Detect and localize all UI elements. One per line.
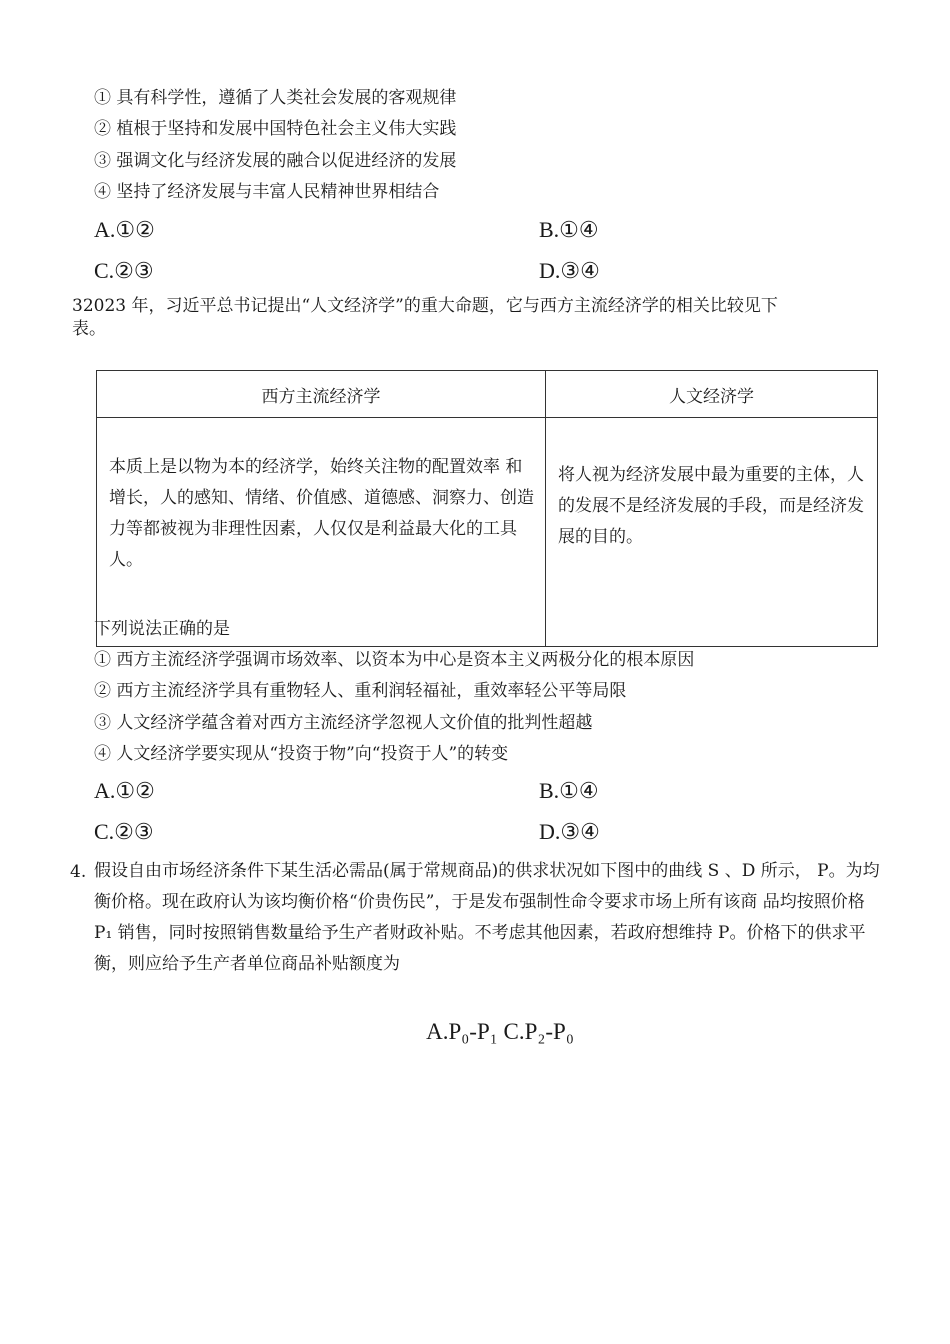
q3-statement-2: ② 西方主流经济学具有重物轻人、重利润轻福祉，重效率轻公平等局限: [94, 681, 627, 701]
q3-prompt: 下列说法正确的是: [94, 619, 230, 639]
table-cell-western: 本质上是以物为本的经济学，始终关注物的配置效率 和增长，人的感知、情绪、价值感、道德感、洞察力、创造力等都被视为非理性因素，人仅仅是利益最大化的工具人。: [97, 418, 546, 647]
q3-stem-line-2: 表。: [72, 319, 106, 339]
table-header-humanistic: 人文经济学: [546, 371, 878, 418]
q3-statement-1: ① 西方主流经济学强调市场效率、以资本为中心是资本主义两极分化的根本原因: [94, 650, 695, 670]
q3-statement-4: ④ 人文经济学要实现从“投资于物”向“投资于人”的转变: [94, 744, 509, 764]
q2-statement-3: ③ 强调文化与经济发展的融合以促进经济的发展: [94, 151, 457, 171]
q3-option-a[interactable]: A.①②: [94, 778, 155, 803]
q3-option-d[interactable]: D.③④: [539, 819, 600, 844]
q4-options[interactable]: A.P₀-P₁ C.P₂-P₀: [426, 1019, 574, 1044]
q2-statement-1: ① 具有科学性，遵循了人类社会发展的客观规律: [94, 88, 457, 108]
q3-option-b[interactable]: B.①④: [539, 778, 599, 803]
q2-option-c[interactable]: C.②③: [94, 258, 154, 283]
comparison-table: [96, 370, 878, 647]
table-row: [97, 418, 878, 647]
q2-option-b[interactable]: B.①④: [539, 217, 599, 242]
q4-stem: 假设自由市场经济条件下某生活必需品(属于常规商品)的供求状况如下图中的曲线 S 、D 所示， P。为均衡价格。现在政府认为该均衡价格“价贵伤民”，于是发布强制性命令要求市场上所有该商 品均按照价格 P₁ 销售，同时按照销售数量给予生产者财政补贴。不考虑其他因素，若政府想维持 P。价格下的供求平衡，则应给予生产者单位商品补贴额度为: [94, 861, 880, 974]
table-header-western: 西方主流经济学: [97, 371, 546, 418]
q3-option-c[interactable]: C.②③: [94, 819, 154, 844]
q4-number: 4.: [70, 862, 87, 882]
table-header-row: [97, 371, 878, 418]
q2-statement-2: ② 植根于坚持和发展中国特色社会主义伟大实践: [94, 119, 457, 139]
q3-stem-line-1: 32023 年，习近平总书记提出“人文经济学”的重大命题，它与西方主流经济学的相关比较见下: [72, 296, 778, 316]
q2-option-a[interactable]: A.①②: [94, 217, 155, 242]
table-cell-humanistic: 将人视为经济发展中最为重要的主体，人的发展不是经济发展的手段，而是经济发展的目的。: [546, 418, 878, 647]
q2-statement-4: ④ 坚持了经济发展与丰富人民精神世界相结合: [94, 182, 440, 202]
q2-option-d[interactable]: D.③④: [539, 258, 600, 283]
q3-statement-3: ③ 人文经济学蕴含着对西方主流经济学忽视人文价值的批判性超越: [94, 713, 593, 733]
